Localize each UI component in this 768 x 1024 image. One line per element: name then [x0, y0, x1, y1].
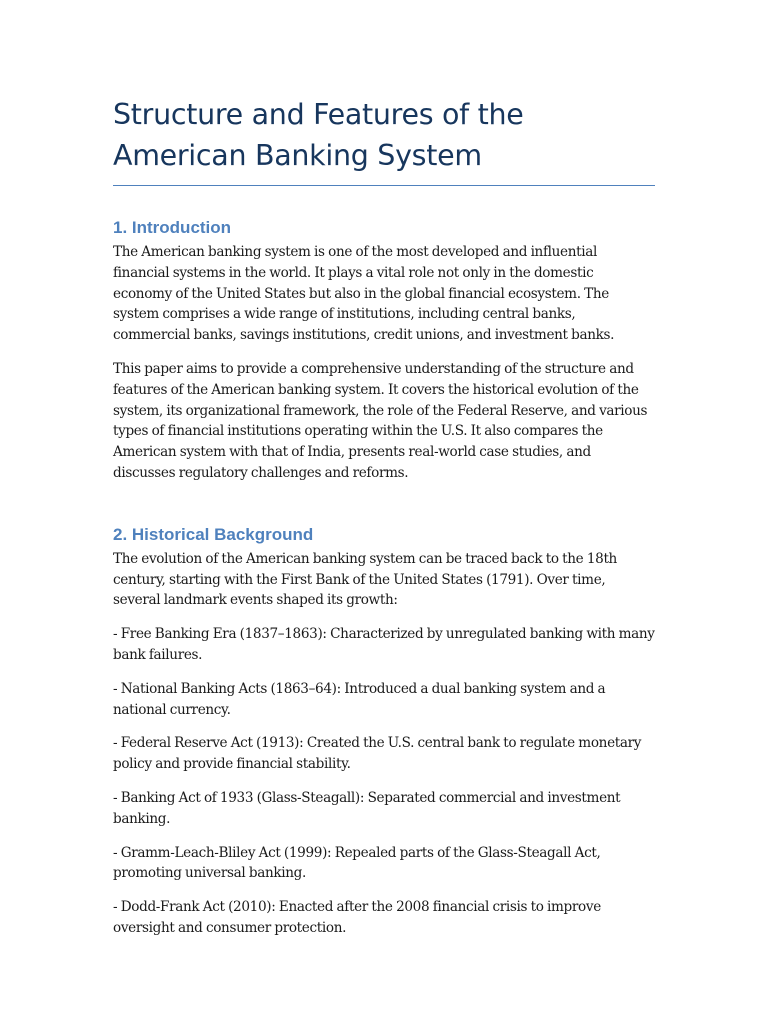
title-divider	[113, 185, 655, 186]
document-page	[113, 94, 655, 939]
history-item-gramm-leach-bliley: - Gramm-Leach-Bliley Act (1999): Repealed parts of the Glass-Steagall Act, promoting universal banking.	[113, 844, 601, 882]
history-item-banking-act-1933: - Banking Act of 1933 (Glass-Steagall): Separated commercial and investment banking.	[113, 789, 621, 827]
intro-paragraph-1: The American banking system is one of the most developed and influential financial systems in the world. It plays a vital role not only in the domestic economy of the United States but also in the global financial ecosystem. The system comprises a wide range of institutions, including central banks, commercial banks, savings institutions, credit unions, and investment banks.	[113, 244, 615, 344]
history-item-dodd-frank: - Dodd-Frank Act (2010): Enacted after the 2008 financial crisis to improve oversight and consumer protection.	[113, 899, 601, 936]
history-item-federal-reserve-act: - Federal Reserve Act (1913): Created the U.S. central bank to regulate monetary policy and provide financial stability.	[113, 735, 642, 773]
section-heading-historical-background: 2. Historical Background	[113, 524, 314, 544]
document-title: Structure and Features of the American Banking System	[113, 98, 524, 172]
section-heading-introduction: 1. Introduction	[113, 218, 232, 237]
history-item-free-banking-era: - Free Banking Era (1837–1863): Characterized by unregulated banking with many bank failures.	[113, 626, 655, 663]
history-paragraph-intro: The evolution of the American banking system can be traced back to the 18th century, starting with the First Bank of the United States (1791). Over time, several landmark events shaped its growth:	[113, 550, 617, 609]
intro-paragraph-2: This paper aims to provide a comprehensive understanding of the structure and features of the American banking system. It covers the historical evolution of the system, its organizational framework, the role of the Federal Reserve, and various types of financial institutions operating within the U.S. It also compares the American system with that of India, presents real-world case studies, and discusses regulatory challenges and reforms.	[113, 360, 648, 481]
history-item-national-banking-acts: - National Banking Acts (1863–64): Introduced a dual banking system and a national currency.	[113, 680, 606, 718]
